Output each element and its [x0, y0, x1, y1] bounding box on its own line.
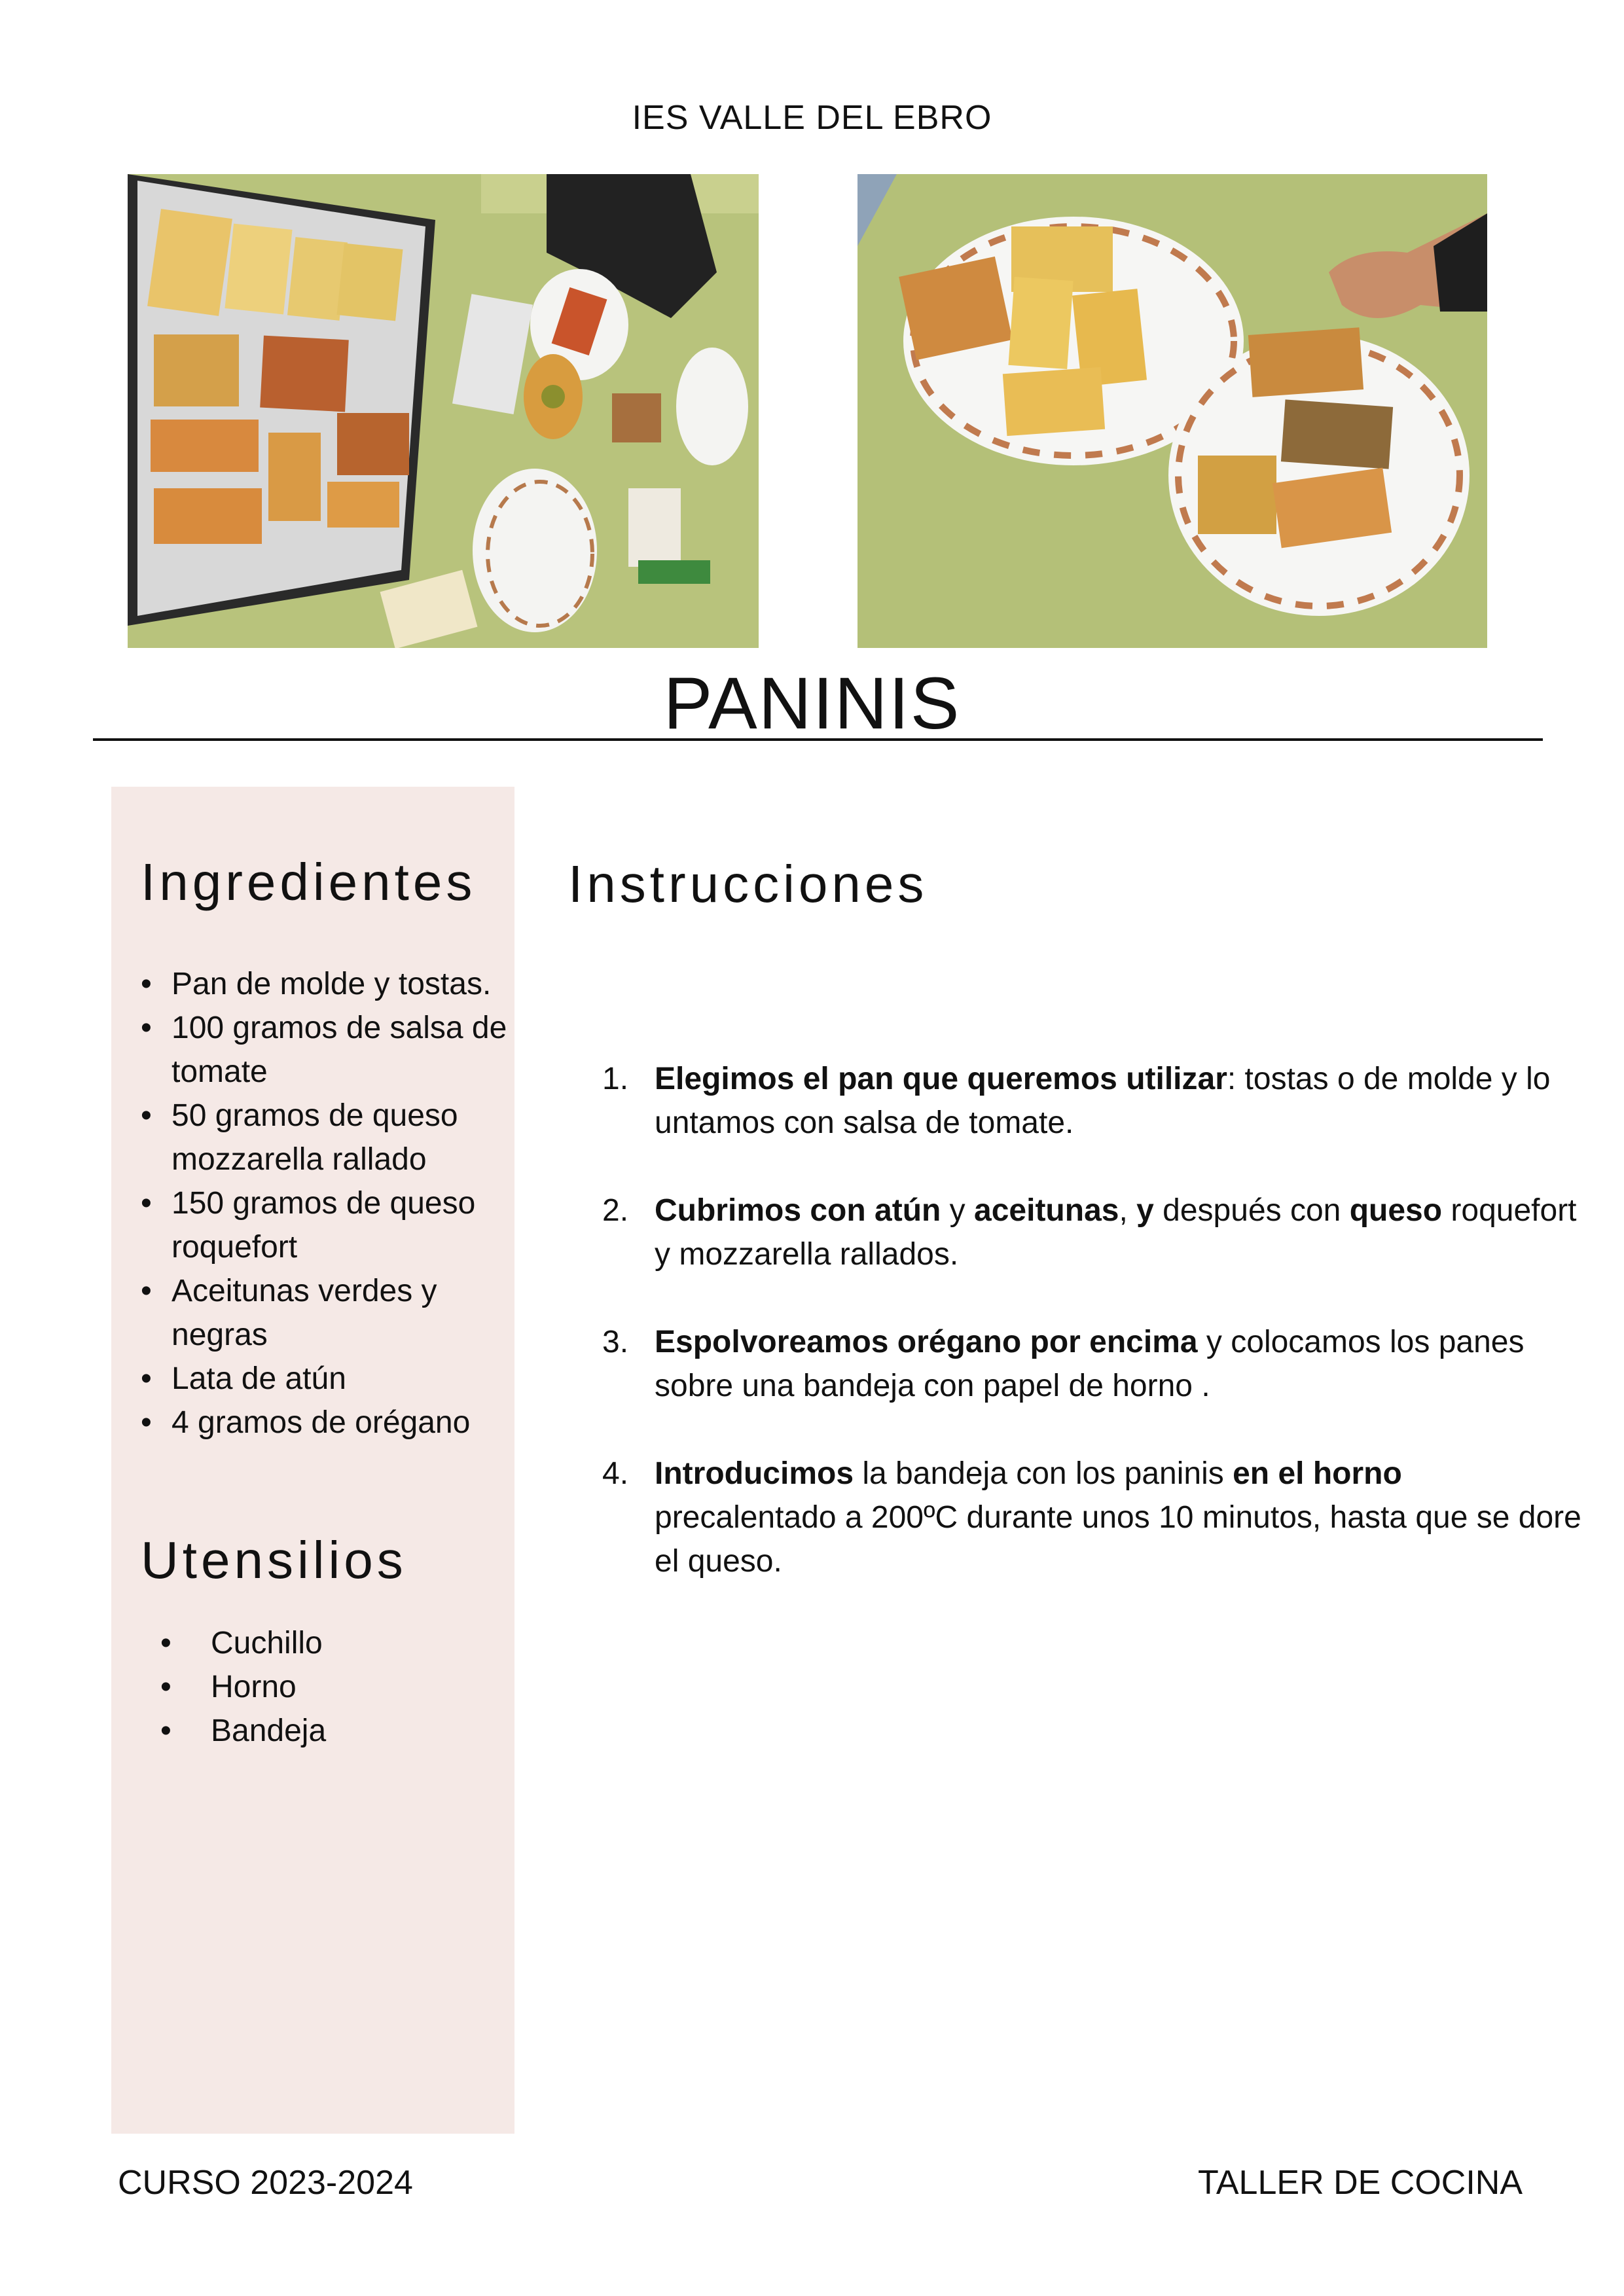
list-item: • Aceitunas verdes y negras	[141, 1269, 507, 1357]
list-item: • 50 gramos de queso mozzarella rallado	[141, 1094, 507, 1181]
bullet-icon: •	[141, 1011, 152, 1045]
step-number: 4.	[602, 1456, 629, 1491]
list-item: • Bandeja	[160, 1709, 326, 1753]
ingredients-sidebar	[111, 787, 514, 2134]
list-item: • 4 gramos de orégano	[141, 1401, 507, 1444]
list-item: • Pan de molde y tostas.	[141, 962, 507, 1006]
bullet-icon: •	[141, 1361, 152, 1396]
instruction-step: 4. Introducimos la bandeja con los paninis en el horno precalentado a 200ºC durante unos 10 minutos, hasta que se dore el queso.	[602, 1452, 1584, 1583]
finished-paninis-photo	[857, 174, 1487, 648]
bullet-icon: •	[160, 1713, 171, 1748]
instruction-step: 2. Cubrimos con atún y aceitunas, y después con queso roquefort y mozzarella rallados.	[602, 1189, 1584, 1276]
ingredients-list	[141, 962, 507, 1444]
recipe-title: PANINIS	[663, 662, 961, 744]
list-item: • 150 gramos de queso roquefort	[141, 1181, 507, 1269]
bullet-icon: •	[141, 1274, 152, 1308]
bullet-icon: •	[141, 967, 152, 1001]
preparation-photo	[128, 174, 759, 648]
bullet-icon: •	[160, 1626, 171, 1660]
step-number: 2.	[602, 1193, 629, 1228]
utensils-heading: Utensilios	[141, 1531, 407, 1589]
bullet-icon: •	[141, 1186, 152, 1221]
workshop-name: TALLER DE COCINA	[1197, 2164, 1523, 2202]
list-item: • Cuchillo	[160, 1621, 326, 1665]
list-item: • 100 gramos de salsa de tomate	[141, 1006, 507, 1094]
list-item: • Lata de atún	[141, 1357, 507, 1401]
course-year: CURSO 2023-2024	[118, 2164, 413, 2202]
bullet-icon: •	[160, 1670, 171, 1704]
instruction-step: 3. Espolvoreamos orégano por encima y colocamos los panes sobre una bandeja con papel de horno .	[602, 1320, 1584, 1408]
step-number: 1.	[602, 1062, 629, 1096]
bullet-icon: •	[141, 1098, 152, 1133]
bullet-icon: •	[141, 1405, 152, 1440]
school-name: IES VALLE DEL EBRO	[632, 99, 992, 137]
utensils-list	[160, 1621, 326, 1753]
ingredients-heading: Ingredientes	[141, 853, 477, 911]
step-number: 3.	[602, 1325, 629, 1359]
instructions-list	[602, 1057, 1584, 1627]
list-item: • Horno	[160, 1665, 326, 1709]
instruction-step: 1. Elegimos el pan que queremos utilizar: tostas o de molde y lo untamos con salsa de tomate.	[602, 1057, 1584, 1145]
title-divider	[93, 738, 1543, 741]
instructions-heading: Instrucciones	[568, 855, 928, 913]
